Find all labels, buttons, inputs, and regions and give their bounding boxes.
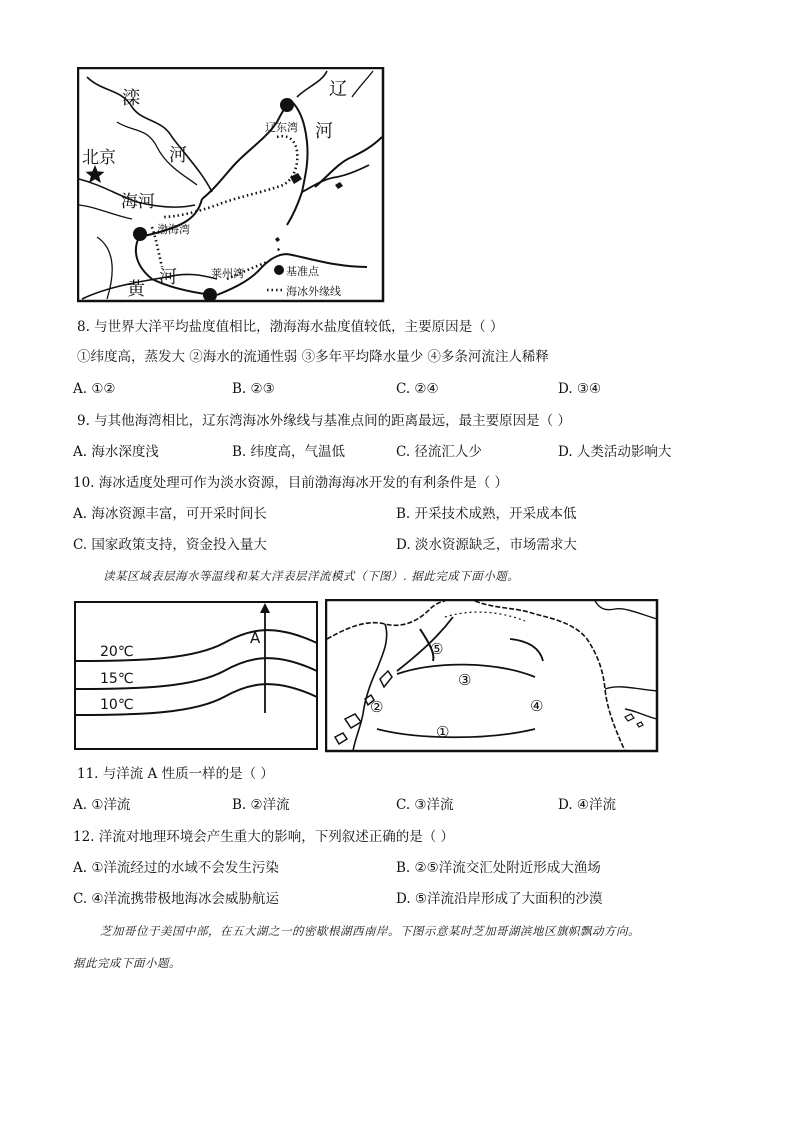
q8-option-d[interactable]: D. ③④ [558,381,602,397]
q8-statements: ①纬度高，蒸发大 ②海水的流通性弱 ③多年平均降水量少 ④多条河流注人稀释 [77,349,549,365]
isotherm-label-20: 20℃ [100,644,134,660]
q11-option-a[interactable]: A. ①洋流 [73,797,131,813]
q10-option-d[interactable]: D. 淡水资源缺乏，市场需求大 [396,537,577,553]
legend-base-point-label: 基准点 [286,265,319,278]
map1-label-he2: 河 [315,121,333,142]
q10-option-b[interactable]: B. 开采技术成熟，开采成本低 [396,506,577,522]
current-label-1: ① [436,723,450,741]
isotherm-label-10: 10℃ [100,697,134,713]
legend-base-point-icon [274,265,284,275]
q8-option-b[interactable]: B. ②③ [232,381,275,397]
map1-label-huang: 黄 [127,279,145,300]
q10-option-c[interactable]: C. 国家政策支持，资金投入量大 [73,537,267,553]
isotherm-diagram [74,601,319,751]
q12-option-d[interactable]: D. ⑤洋流沿岸形成了大面积的沙漠 [396,891,603,907]
intro-chicago-line2: 据此完成下面小题。 [73,956,181,970]
isotherm-label-15: 15℃ [100,671,134,687]
q12-option-b[interactable]: B. ②⑤洋流交汇处附近形成大渔场 [396,860,601,876]
q12-stem: 12. 洋流对地理环境会产生重大的影响，下列叙述正确的是（ ） [73,829,455,845]
q10-option-a[interactable]: A. 海冰资源丰富，可开采时间长 [73,506,267,522]
q9-option-a[interactable]: A. 海水深度浅 [73,444,159,460]
map1-label-luan: 滦 [122,88,140,109]
q8-option-a[interactable]: A. ①② [73,381,116,397]
q12-option-c[interactable]: C. ④洋流携带极地海冰会威胁航运 [73,891,280,907]
q9-option-d[interactable]: D. 人类活动影响大 [558,444,672,460]
q11-option-b[interactable]: B. ②洋流 [232,797,290,813]
q9-option-c[interactable]: C. 径流汇人少 [396,444,482,460]
q9-stem: 9. 与其他海湾相比，辽东湾海冰外缘线与基准点间的距离最远，最主要原因是（ ） [77,413,571,429]
map1-label-liao: 辽 [329,79,347,100]
q8-stem: 8. 与世界大洋平均盐度值相比，渤海海水盐度值较低，主要原因是（ ） [77,319,504,335]
q11-stem: 11. 与洋流 A 性质一样的是（ ） [77,766,274,782]
intro-isotherm-figure: 读某区域表层海水等温线和某大洋表层洋流模式（下图）. 据此完成下面小题。 [103,569,520,583]
map1-label-beijing: 北京 [82,148,116,168]
q11-option-c[interactable]: C. ③洋流 [396,797,454,813]
q10-stem: 10. 海冰适度处理可作为淡水资源，目前渤海海冰开发的有利条件是（ ） [73,475,509,491]
current-label-5: ⑤ [430,640,444,658]
intro-chicago-line1: 芝加哥位于美国中部，在五大湖之一的密歇根湖西南岸。下图示意某时芝加哥湖滨地区旗帜飘动方向。 [100,924,640,938]
map1-label-haihe: 海河 [121,192,155,212]
map1-label-liaodong-bay: 辽东湾 [265,121,298,134]
current-label-2: ② [370,698,384,716]
map1-label-laizhou-bay: 莱州湾 [211,267,244,280]
ocean-current-map [325,599,659,753]
bohai-map [77,67,385,303]
q12-option-a[interactable]: A. ①洋流经过的水域不会发生污染 [73,860,279,876]
map1-label-he3: 河 [159,267,177,288]
q9-option-b[interactable]: B. 纬度高，气温低 [232,444,346,460]
current-label-3: ③ [458,671,472,689]
q8-option-c[interactable]: C. ②④ [396,381,439,397]
q11-option-d[interactable]: D. ④洋流 [558,797,617,813]
map1-label-bohai-bay: 渤海湾 [157,223,190,236]
current-label-4: ④ [530,697,544,715]
map1-label-he1: 河 [169,145,187,166]
current-a-label: A [250,629,261,647]
legend-ice-edge-label: 海冰外缘线 [286,285,341,298]
